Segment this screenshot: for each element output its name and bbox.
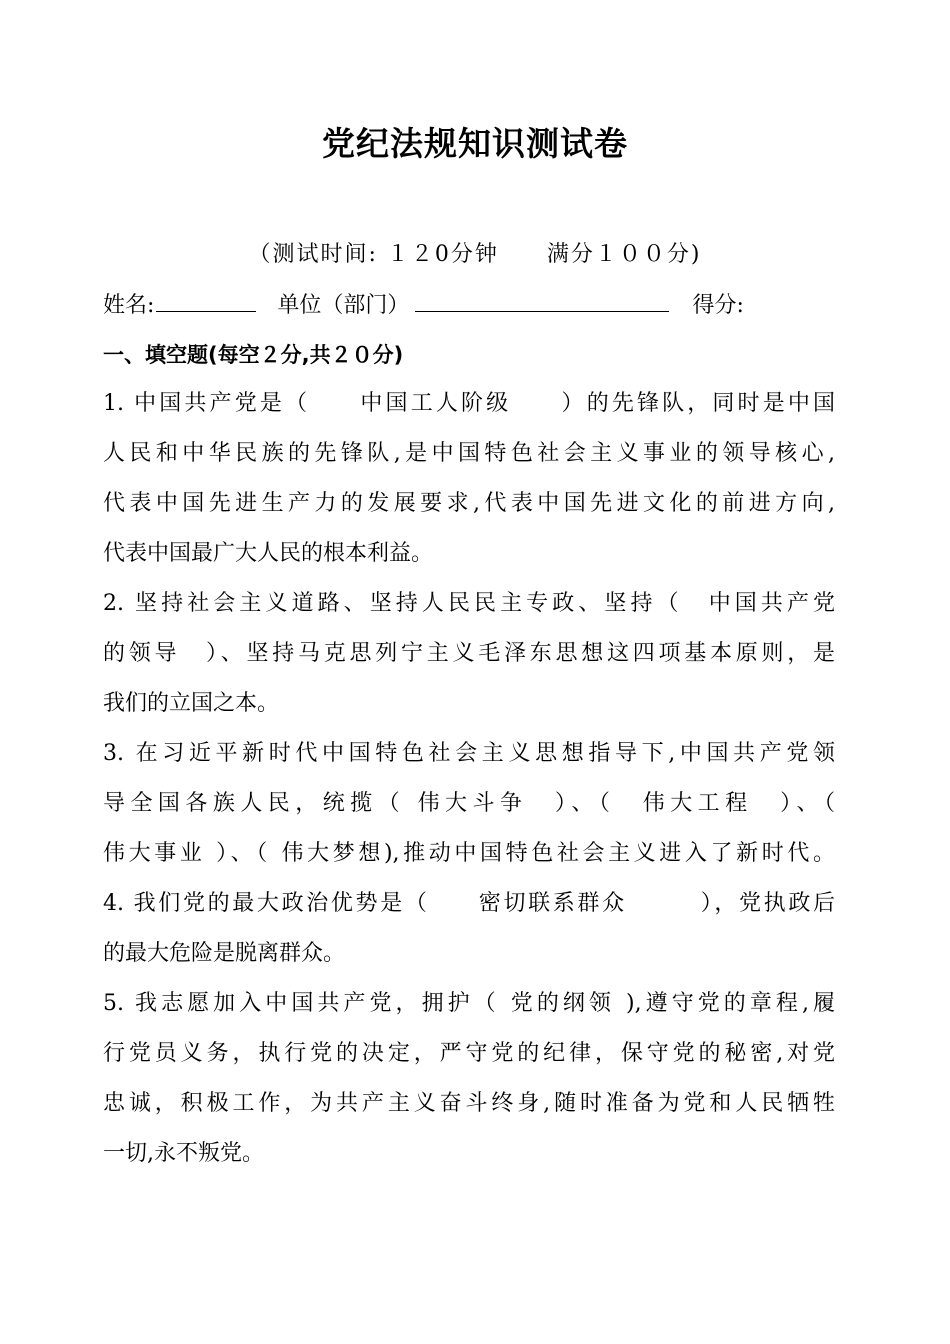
score-label: 得分: [692,293,744,318]
exam-meta: （测试时间: １２0分钟 满分１００分) [248,242,702,267]
question-line: 人民和中华民族的先锋队,是中国特色社会主义事业的领导核心, [103,441,835,466]
question-line: 的领导 ）、坚持马克思列宁主义毛泽东思想这四项基本原则，是 [103,641,835,666]
name-blank[interactable] [156,287,256,312]
question-line: 1. 中国共产党是（ 中国工人阶级 ）的先锋队，同时是中国 [103,391,835,416]
question-line: 4. 我们党的最大政治优势是（ 密切联系群众 ），党执政后 [103,891,835,916]
question-line: 忠诚，积极工作，为共产主义奋斗终身,随时准备为党和人民牺牲 [103,1091,835,1116]
question-line: 代表中国先进生产力的发展要求,代表中国先进文化的前进方向, [103,491,835,516]
question-line: 3. 在习近平新时代中国特色社会主义思想指导下,中国共产党领 [103,741,835,766]
question-5 [103,986,835,1186]
unit-blank[interactable] [415,287,669,312]
question-line: 行党员义务，执行党的决定，严守党的纪律，保守党的秘密,对党 [103,1041,835,1066]
question-line: 2. 坚持社会主义道路、坚持人民民主专政、坚持（ 中国共产党 [103,591,835,616]
question-1 [103,386,835,586]
question-4 [103,886,835,986]
question-line: 的最大危险是脱离群众。 [103,941,346,966]
question-line: 代表中国最广大人民的根本利益。 [103,541,434,566]
question-2 [103,586,835,736]
name-label: 姓名: [103,293,155,318]
question-line: 伟大事业 ）、（ 伟大梦想),推动中国特色社会主义进入了新时代。 [103,841,835,866]
candidate-info-row [103,287,843,323]
question-line: 我们的立国之本。 [103,691,280,716]
unit-label: 单位（部门） [277,293,410,318]
question-line: 导全国各族人民，统揽（ 伟大斗争 ）、（ 伟大工程 ）、（ [103,791,835,816]
section-heading: 一、填空题(每空２分,共２０分) [103,343,404,367]
question-3 [103,736,835,886]
page-title: 党纪法规知识测试卷 [322,124,628,163]
question-line: 一切,永不叛党。 [103,1141,264,1166]
question-list [103,386,835,1186]
question-line: 5. 我志愿加入中国共产党，拥护（ 党的纲领 ),遵守党的章程,履 [103,991,835,1016]
